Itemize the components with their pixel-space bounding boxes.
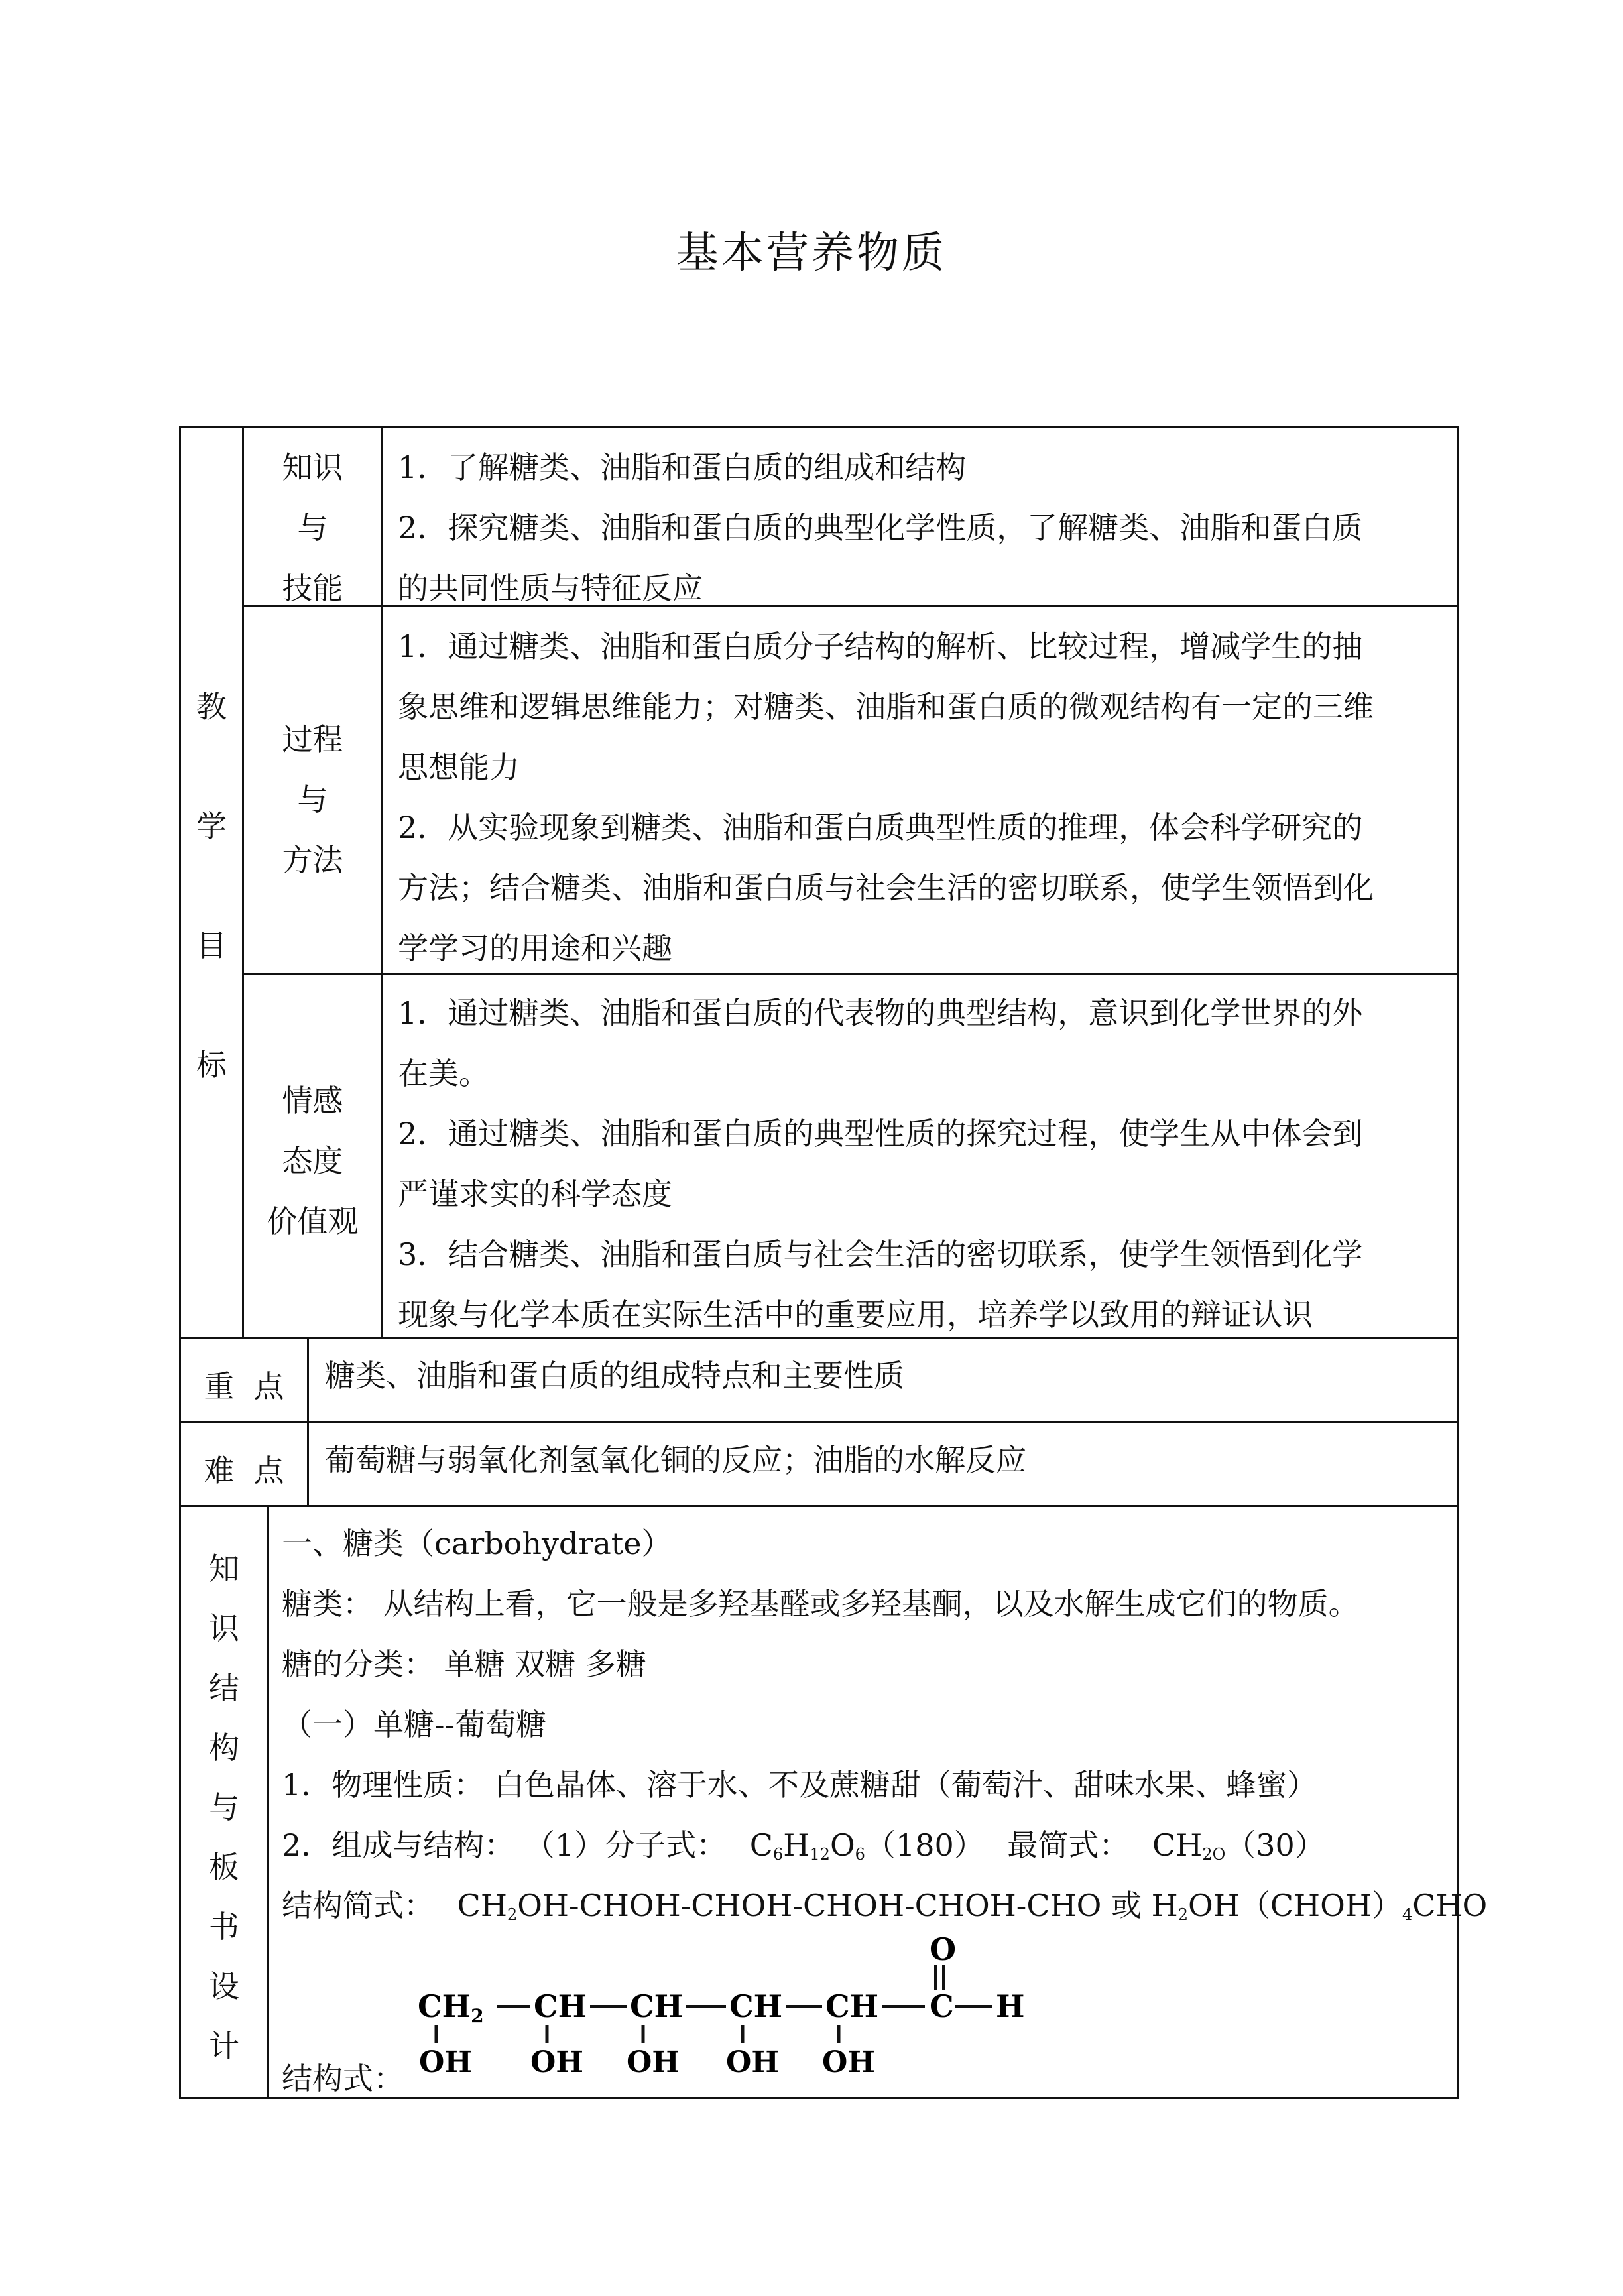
knowledge-text <box>282 1514 1455 1815</box>
cf-sub: 2 <box>507 1905 518 1924</box>
composition-line <box>282 1815 1325 1885</box>
knowledge-label-char: 构 <box>209 1730 239 1766</box>
category-line: 情感 <box>282 1083 343 1118</box>
text-line: 1．通过糖类、油脂和蛋白质分子结构的解析、比较过程，增减学生的抽 <box>398 629 1363 664</box>
text-line: 3．结合糖类、油脂和蛋白质与社会生活的密切联系，使学生领悟到化学 <box>398 1237 1363 1272</box>
mf-c-sub: 6 <box>772 1845 784 1864</box>
group-ch: CH <box>534 1988 587 2024</box>
category-attitude-values <box>244 1071 381 1252</box>
group-ch2: CH2 <box>418 1988 484 2027</box>
cf-part: CHO <box>1412 1888 1488 1923</box>
condensed-formula-1 <box>457 1888 1102 1923</box>
text-line: 1．物理性质： 白色晶体、溶于水、不及蔗糖甜（葡萄汁、甜味水果、蜂蜜） <box>282 1767 1317 1803</box>
text-line: 糖的分类： 单糖 双糖 多糖 <box>282 1646 646 1682</box>
hydroxyl-group: OH <box>627 2045 680 2079</box>
text-line: 的共同性质与特征反应 <box>398 570 703 606</box>
key-point-text: 糖类、油脂和蛋白质的组成特点和主要性质 <box>325 1358 904 1394</box>
text-line: 象思维和逻辑思维能力；对糖类、油脂和蛋白质的微观结构有一定的三维 <box>398 689 1374 725</box>
difficult-point-text: 葡萄糖与弱氧化剂氢氧化铜的反应；油脂的水解反应 <box>325 1442 1026 1478</box>
hydroxyl-group: OH <box>822 2045 875 2079</box>
objectives-label-char: 教 <box>196 689 227 725</box>
structural-formula-label: 结构式： <box>282 2061 404 2096</box>
mf-o: O <box>829 1827 855 1863</box>
page-title: 基本营养物质 <box>676 229 947 278</box>
category-line: 知识 <box>282 450 343 485</box>
text-line: 2．通过糖类、油脂和蛋白质的典型性质的探究过程，使学生从中体会到 <box>398 1116 1363 1152</box>
group-ch: CH <box>729 1988 783 2024</box>
molecular-mass: （180） <box>865 1827 985 1863</box>
sf-sub: 2O <box>1202 1845 1226 1864</box>
objective-process-text <box>398 617 1452 979</box>
hydroxyl-group: OH <box>530 2045 583 2079</box>
knowledge-label-char: 板 <box>209 1849 239 1885</box>
simplest-label: 最简式： <box>1007 1827 1130 1863</box>
condensed-or: 或 <box>1111 1888 1142 1923</box>
text-line: 在美。 <box>398 1056 489 1091</box>
simplest-formula <box>1152 1827 1225 1863</box>
category-line: 态度 <box>282 1143 343 1179</box>
group-ch: CH <box>825 1988 879 2024</box>
category-knowledge-skills <box>244 438 381 619</box>
objectives-label-char: 目 <box>196 928 227 963</box>
text-line: 1．了解糖类、油脂和蛋白质的组成和结构 <box>398 450 967 485</box>
knowledge-label-char: 结 <box>209 1670 239 1706</box>
category-line: 方法 <box>282 842 343 878</box>
text-line: 糖类： 从结构上看，它一般是多羟基醛或多羟基酮，以及水解生成它们的物质。 <box>282 1586 1359 1622</box>
condensed-label: 结构简式： <box>282 1888 434 1923</box>
mf-h: H <box>783 1827 810 1863</box>
mf-o-sub: 6 <box>855 1845 865 1864</box>
cf-sub: 2 <box>1177 1905 1188 1924</box>
hydroxyl-group: OH <box>726 2045 779 2079</box>
cf-part: OH（CHOH） <box>1188 1888 1402 1923</box>
text-line: 现象与化学本质在实际生活中的重要应用，培养学以致用的辩证认识 <box>398 1297 1313 1333</box>
mf-c: C <box>749 1827 773 1863</box>
text-line: 学学习的用途和兴趣 <box>398 930 672 966</box>
knowledge-label-char: 计 <box>209 2028 239 2064</box>
objective-knowledge-text <box>398 438 1452 619</box>
text-line: 严谨求实的科学态度 <box>398 1176 672 1212</box>
knowledge-label-char: 识 <box>209 1610 239 1646</box>
objectives-label-char: 学 <box>196 808 227 844</box>
group-h: H <box>996 1988 1025 2024</box>
cf-part: OH-CHOH-CHOH-CHOH-CHOH-CHO <box>517 1888 1102 1923</box>
structural-formula-svg <box>411 1936 1074 2088</box>
condensed-formula-2 <box>1152 1888 1488 1923</box>
text-line: 一、糖类（carbohydrate） <box>282 1526 672 1561</box>
mf-h-sub: 12 <box>810 1845 830 1864</box>
text-line: 2．探究糖类、油脂和蛋白质的典型化学性质，了解糖类、油脂和蛋白质 <box>398 510 1363 546</box>
text-line: 方法；结合糖类、油脂和蛋白质与社会生活的密切联系，使学生领悟到化 <box>398 870 1374 906</box>
difficult-point-label: 难 点 <box>204 1453 284 1488</box>
cf-part: H <box>1151 1888 1178 1923</box>
category-line: 技能 <box>282 570 343 606</box>
text-line: 思想能力 <box>398 749 520 785</box>
objectives-label-char: 标 <box>196 1047 227 1083</box>
category-line: 价值观 <box>267 1203 359 1239</box>
key-point-label: 重 点 <box>204 1368 284 1404</box>
category-line: 过程 <box>282 721 343 757</box>
cf-sub: 4 <box>1402 1905 1413 1924</box>
molecular-formula <box>750 1827 865 1863</box>
simplest-mass: （30） <box>1225 1827 1325 1863</box>
knowledge-label-char: 知 <box>209 1551 239 1587</box>
group-ch: CH <box>630 1988 684 2024</box>
composition-prefix: 2．组成与结构： （1）分子式： <box>282 1827 727 1863</box>
category-line: 与 <box>297 782 328 817</box>
cf-part: CH <box>457 1888 507 1923</box>
aldehyde-oxygen: O <box>930 1936 957 1967</box>
text-line: （一）单糖--葡萄糖 <box>282 1707 547 1742</box>
glucose-structural-formula <box>411 1936 1074 2091</box>
text-line: 1．通过糖类、油脂和蛋白质的代表物的典型结构，意识到化学世界的外 <box>398 995 1363 1031</box>
knowledge-label-char: 设 <box>209 1968 239 2004</box>
sf-ch: CH <box>1152 1827 1203 1863</box>
category-line: 与 <box>297 510 328 546</box>
objective-attitude-text <box>398 983 1452 1345</box>
knowledge-label-char: 书 <box>209 1909 239 1945</box>
hydroxyl-group: OH <box>419 2045 472 2079</box>
group-c: C <box>930 1988 954 2024</box>
knowledge-label-char: 与 <box>209 1789 239 1825</box>
category-process-method <box>244 709 381 890</box>
condensed-formula-line <box>282 1876 1487 1945</box>
text-line: 2．从实验现象到糖类、油脂和蛋白质典型性质的推理，体会科学研究的 <box>398 810 1363 845</box>
